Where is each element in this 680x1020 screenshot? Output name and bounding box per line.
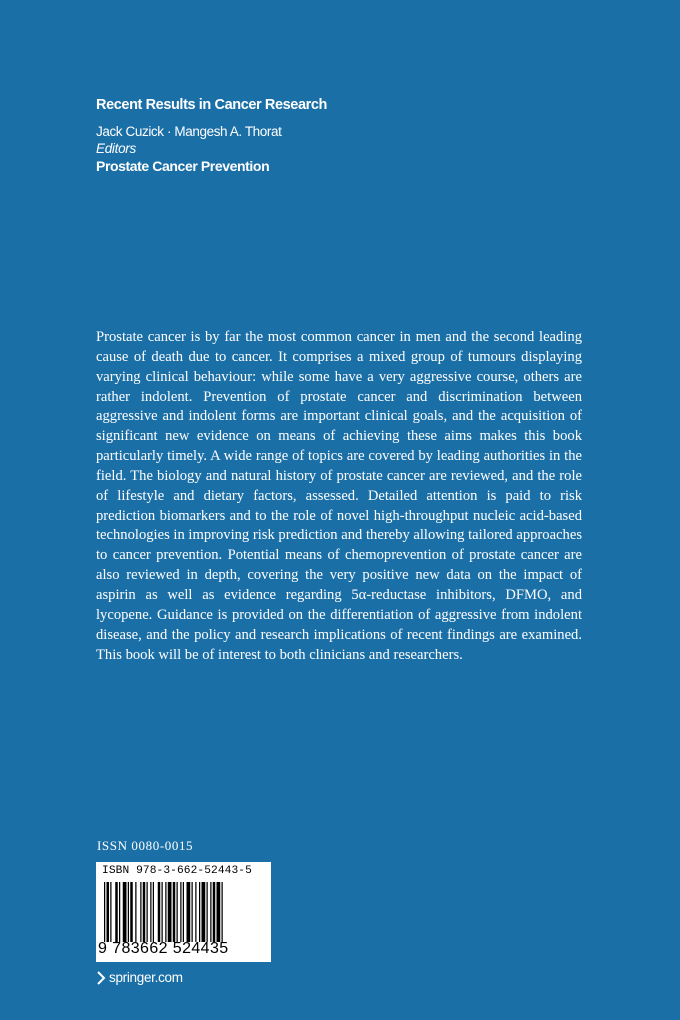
barcode-bars — [104, 882, 264, 942]
barcode-bar — [162, 882, 163, 942]
barcode-bar — [165, 882, 166, 942]
barcode-bar — [199, 882, 200, 942]
barcode-bar — [202, 882, 206, 942]
barcode-bar — [110, 882, 111, 942]
barcode-bar — [213, 882, 216, 942]
barcode-bar — [168, 882, 172, 942]
barcode-bar — [107, 882, 110, 942]
barcode-bar — [207, 882, 208, 942]
barcode-bar — [119, 882, 120, 942]
chevron-right-icon — [96, 971, 106, 985]
barcode-bar — [143, 882, 146, 942]
series-title: Recent Results in Cancer Research — [96, 97, 327, 113]
publisher-website[interactable] — [96, 970, 183, 985]
barcode-bar — [217, 882, 221, 942]
isbn-label: ISBN 978-3-662-52443-5 — [102, 865, 252, 877]
barcode-digits: 9 783662 524435 — [98, 940, 229, 957]
barcode-bar — [210, 882, 211, 942]
barcode-bar — [195, 882, 196, 942]
barcode-bar — [187, 882, 191, 942]
book-title: Prostate Cancer Prevention — [96, 158, 270, 174]
barcode-bar — [135, 882, 136, 942]
isbn-barcode — [96, 862, 271, 962]
barcode-bar — [222, 882, 223, 942]
barcode-bar — [130, 882, 133, 942]
barcode-bar — [158, 882, 161, 942]
book-description: Prostate cancer is by far the most common cancer in men and the second leading cause of death due to cancer. It comprises a mixed group of tumours displaying varying clinical behaviour: while some have a very aggressive course, others are rather indolent. Prevention of prostate cancer and discrimination between aggressive and indolent forms are important clinical goals, and the acquisition of significant new evidence on means of achieving these aims makes this book particularly timely. A wide range of topics are covered by leading authorities in the field. The biology and natural history of prostate cancer are reviewed, and the role of lifestyle and dietary factors, assessed. Detailed attention is paid to risk prediction biomarkers and to the role of novel high-throughput nucleic acid-based technologies in improving risk prediction and thereby allowing tailored approaches to cancer prevention. Potential means of chemoprevention of prostate cancer are also reviewed in depth, covering the very positive new data on the impact of aspirin as well as evidence regarding 5α-reductase inhibitors, DFMO, and lycopene. Guidance is provided on the differentiation of aggressive from indolent disease, and the policy and research implications of recent findings are examined. This book will be of interest to both clinicians and researchers. — [96, 329, 582, 663]
editor-names: Jack Cuzick · Mangesh A. Thorat — [96, 124, 282, 139]
barcode-bar — [177, 882, 178, 942]
barcode-bar — [180, 882, 181, 942]
barcode-bar — [140, 882, 141, 942]
cover-header — [96, 97, 596, 175]
barcode-bar — [123, 882, 127, 942]
barcode-bar — [115, 882, 118, 942]
barcode-bar — [147, 882, 148, 942]
issn-number: ISSN 0080-0015 — [97, 838, 194, 853]
barcode-bar — [173, 882, 176, 942]
barcode-bar — [183, 882, 184, 942]
barcode-bar — [128, 882, 129, 942]
website-label[interactable]: springer.com — [109, 970, 183, 985]
barcode-bar — [192, 882, 193, 942]
barcode-bar — [104, 882, 105, 942]
barcode-bar — [153, 882, 154, 942]
barcode-bar — [150, 882, 151, 942]
editors-label: Editors — [96, 141, 136, 156]
